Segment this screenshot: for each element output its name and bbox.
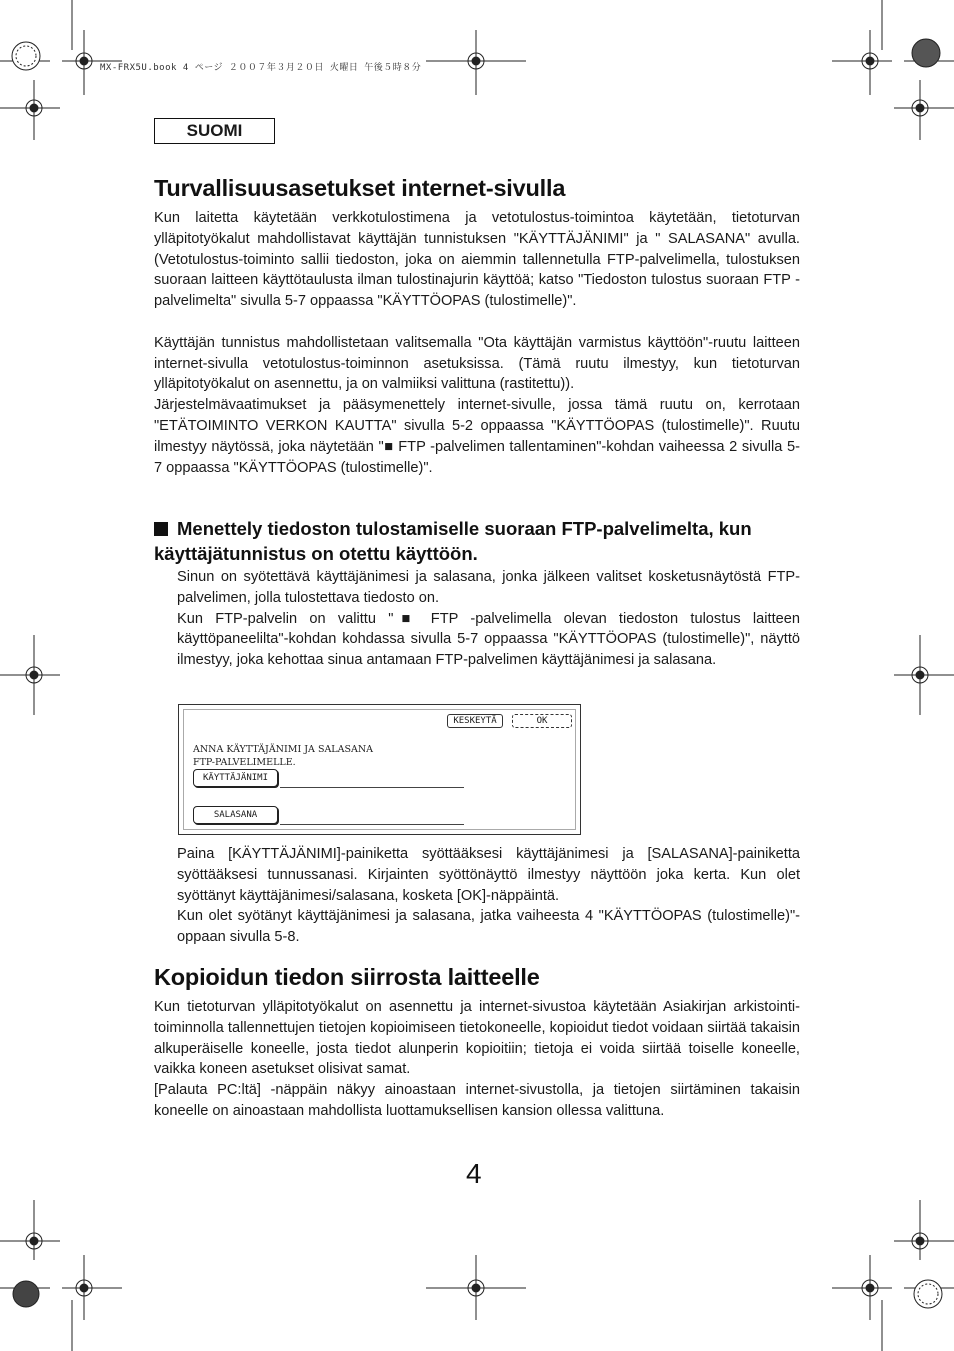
paragraph: Sinun on syötettävä käyttäjänimesi ja salasana, jonka jälkeen valitset kosketusnäytöstä FTP-palvelimen, jolla tulostettava tiedosto on. <box>177 569 800 606</box>
section2-body <box>154 997 800 1122</box>
message-line: ANNA KÄYTTÄJÄNIMI JA SALASANA <box>193 744 374 755</box>
ok-button[interactable]: OK <box>512 714 572 728</box>
paragraph: Kun tietoturvan ylläpitotyökalut on asennettu ja internet-sivustoa käytetään Asiakirjan arkistointi-toiminnolla tallennettujen tietojen kopioimiseen tietokoneelle, kopioidut tiedot voidaan siirtää takaisin alkuperäiselle koneelle, josta tiedot alunperin kopioitiin; tietoja ei voida siirtää toiselle koneelle, vaikka koneen asetukset olisivat samat. <box>154 999 800 1078</box>
section-title-security: Turvallisuusasetukset internet-sivulla <box>154 175 566 201</box>
message-line: FTP-PALVELIMELLE. <box>193 757 296 768</box>
ftp-login-screen <box>178 704 581 835</box>
paragraph: Paina [KÄYTTÄJÄNIMI]-painiketta syöttääksesi käyttäjänimesi ja [SALASANA]-painiketta syöttääksesi tunnussanasi. Kirjainten syöttönäyttö ilmestyy näyttöön joka kerta. Kun olet syöttänyt käyttäjänimesi/salasana, kosketa [OK]-näppäintä. <box>177 846 800 904</box>
language-tab: SUOMI <box>154 118 275 144</box>
paragraph: Kun laitetta käytetään verkkotulostimena ja vetotulostus-toimintoa käytetään, tietoturvan ylläpitotyökalut mahdollistavat käyttäjän tunnistuksen "KÄYTTÄJÄNIMI" ja " SALASANA" avulla. (Vetotulostus-toiminto sallii tiedoston, joka on aiemmin tallennetulla FTP-palvelimella, tulostuksen suoraan laitteen käyttötaulusta ilman tulostinajurin käyttöä; katso "Tiedoston tulostus suoraan FTP -palvelimelta" sivulla 5-7 oppaassa "KÄYTTÖOPAS (tulostimelle)". <box>154 210 800 310</box>
screen-message <box>193 743 373 769</box>
book-header: MX-FRX5U.book 4 ページ ２００７年３月２０日 火曜日 午後５時８分 <box>100 63 422 73</box>
paragraph: Kun FTP-palvelin on valittu "■ FTP -palvelimella olevan tiedoston tulostus laitteen käyttöpaneelilta"-kohdan kohdassa sivulla 5-7 oppaassa "KÄYTTÖOPAS (tulostimelle)", näyttö ilmestyy, joka kehottaa sinua antamaan FTP-palvelimen käyttäjänimesi ja salasana. <box>177 610 800 669</box>
paragraph: Järjestelmävaatimukset ja pääsymenettely internet-sivulle, jossa tämä ruutu on, kerrotaan "ETÄTOIMINTO VERKON KAUTTA" sivulla 5-2 oppaassa "KÄYTTÖOPAS (tulostimelle)". Ruutu ilmestyy näytössä, joka näytetään "■ FTP -palvelimen tallentaminen"-kohdan vaiheessa 2 sivulla 5-7 oppaassa "KÄYTTÖOPAS (tulostimelle)". <box>154 397 800 476</box>
paragraph: [Palauta PC:ltä] -näppäin näkyy ainoastaan internet-sivustolla, ja tietojen siirtäminen takaisin koneelle on ainoastaan mahdollista luottamuksellisen kansion ollessa valittuna. <box>154 1082 800 1119</box>
section1-body <box>154 208 800 478</box>
cancel-button[interactable]: KESKEYTÄ <box>447 714 503 728</box>
section-title-copied-data: Kopioidun tiedon siirrosta laitteelle <box>154 964 540 990</box>
subsection-title: Menettely tiedoston tulostamiselle suoraan FTP-palvelimelta, kun käyttäjätunnistus on otettu käyttöön. <box>154 518 752 564</box>
page-number: 4 <box>466 1158 482 1189</box>
subsection-heading <box>154 516 800 566</box>
password-field[interactable] <box>280 824 464 825</box>
subsection-body <box>177 567 800 671</box>
username-button[interactable]: KÄYTTÄJÄNIMI <box>193 769 278 787</box>
subsection-body-after <box>177 844 800 948</box>
square-bullet-icon <box>154 522 168 536</box>
screen-frame <box>183 709 576 830</box>
paragraph: Kun olet syötänyt käyttäjänimesi ja salasana, jatka vaiheesta 4 "KÄYTTÖOPAS (tulostimelle)"-oppaan sivulla 5-8. <box>177 908 800 946</box>
username-field[interactable] <box>280 787 464 788</box>
password-button[interactable]: SALASANA <box>193 806 278 824</box>
paragraph: Käyttäjän tunnistus mahdollistetaan valitsemalla "Ota käyttäjän varmistus käyttöön"-ruutu laitteen internet-sivulla vetotulostus-toiminnon asetuksissa. (Tämä ruutu ilmestyy, kun tietoturvan ylläpitotyökalut on asennettu, ja on valmiiksi valittuna (rastitettu)). <box>154 334 800 393</box>
